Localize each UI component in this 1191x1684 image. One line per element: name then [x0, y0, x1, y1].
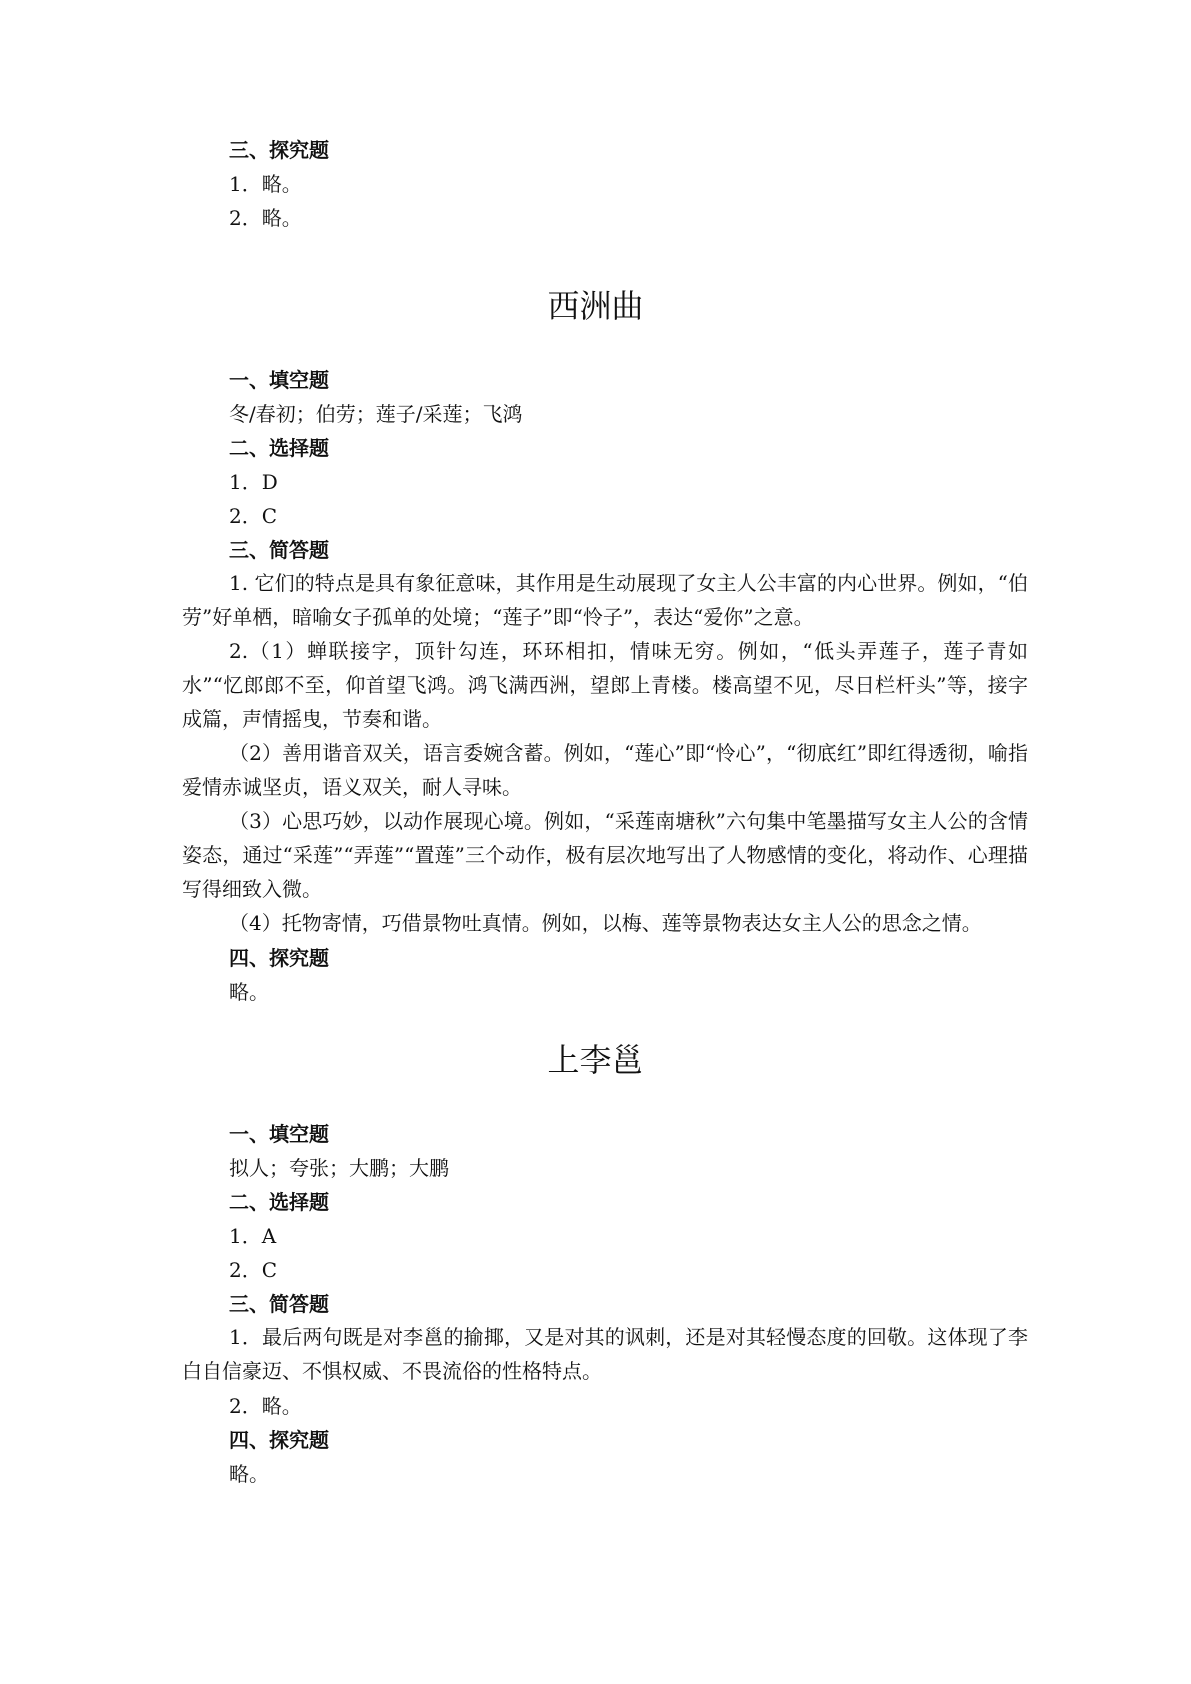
choice-answer: 2．C: [229, 504, 278, 528]
answer-item: 2．略。: [229, 206, 302, 230]
section-heading-explore: 四、探究题: [229, 946, 329, 970]
section-heading-choice: 二、选择题: [229, 1190, 329, 1214]
section-heading-explore: 四、探究题: [229, 1428, 329, 1452]
short-answer-paragraph: 2.（1）蝉联接字，顶针勾连，环环相扣，情味无穷。例如，“低头弄莲子，莲子青如水”“忆郎郎不至，仰首望飞鸿。鸿飞满西洲，望郎上青楼。楼高望不见，尽日栏杆头”等，接字成篇，声情摇曳，节奏和谐。: [182, 639, 1028, 731]
fill-answer: 冬/春初；伯劳；莲子/采莲；飞鸿: [229, 402, 523, 426]
fill-answer: 拟人；夸张；大鹏；大鹏: [229, 1156, 449, 1180]
poem-title: 上李邕: [547, 1041, 644, 1079]
choice-answer: 1．A: [229, 1224, 277, 1248]
short-answer-paragraph: （4）托物寄情，巧借景物吐真情。例如，以梅、莲等景物表达女主人公的思念之情。: [229, 911, 982, 935]
section-heading-choice: 二、选择题: [229, 436, 329, 460]
short-answer-paragraph: 1．最后两句既是对李邕的揄揶，又是对其的讽刺，还是对其轻慢态度的回敬。这体现了李白自信豪迈、不惧权威、不畏流俗的性格特点。: [182, 1325, 1028, 1383]
short-answer-item: 2．略。: [229, 1394, 302, 1418]
section-heading-short-answer: 三、简答题: [229, 538, 329, 562]
short-answer-paragraph: 1. 它们的特点是具有象征意味，其作用是生动展现了女主人公丰富的内心世界。例如，“伯劳”好单栖，暗喻女子孤单的处境；“莲子”即“怜子”，表达“爱你”之意。: [182, 571, 1028, 629]
choice-answer: 1．D: [229, 470, 278, 494]
section-heading-fill: 一、填空题: [229, 1122, 329, 1146]
answer-item: 1．略。: [229, 172, 302, 196]
short-answer-paragraph: （2）善用谐音双关，语言委婉含蓄。例如，“莲心”即“怜心”，“彻底红”即红得透彻，喻指爱情赤诚坚贞，语义双关，耐人寻味。: [182, 741, 1028, 799]
choice-answer: 2．C: [229, 1258, 278, 1282]
section-heading-fill: 一、填空题: [229, 368, 329, 392]
explore-answer: 略。: [229, 980, 269, 1004]
section-heading-short-answer: 三、简答题: [229, 1292, 329, 1316]
section-heading-explore: 三、探究题: [229, 138, 329, 162]
explore-answer: 略。: [229, 1462, 269, 1486]
poem-title: 西洲曲: [547, 287, 644, 325]
short-answer-paragraph: （3）心思巧妙，以动作展现心境。例如，“采莲南塘秋”六句集中笔墨描写女主人公的含情姿态，通过“采莲”“弄莲”“置莲”三个动作，极有层次地写出了人物感情的变化，将动作、心理描写得细致入微。: [182, 809, 1028, 901]
